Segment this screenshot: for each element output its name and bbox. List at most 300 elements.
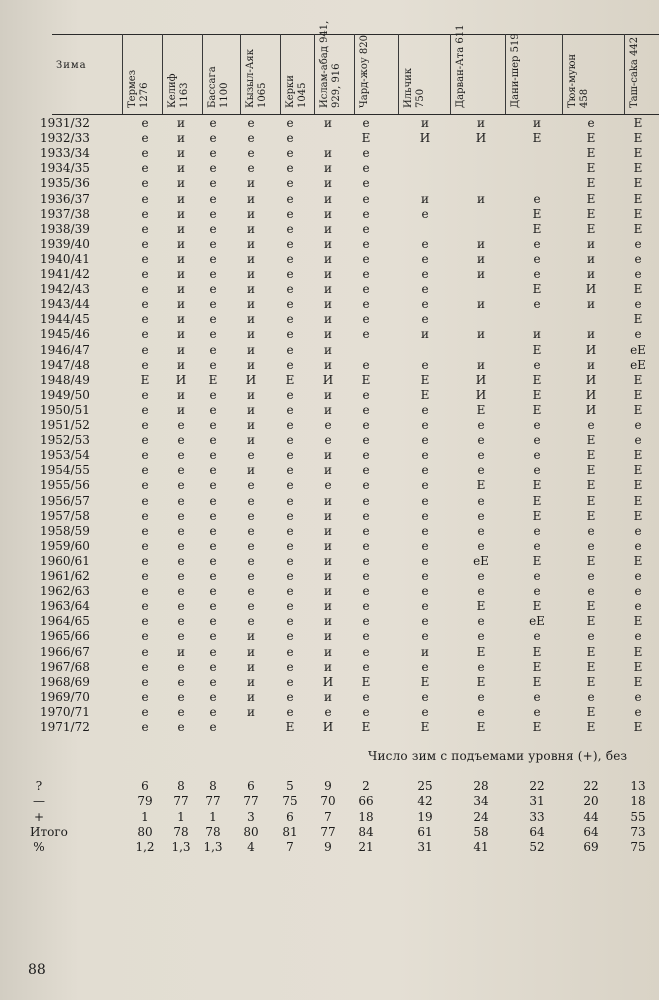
summary-value: 20 [583,794,599,808]
table-cell: е [286,448,294,463]
table-cell: Е [476,644,486,659]
table-cell: е [634,599,642,614]
column-divider [505,34,506,114]
table-cell: е [286,659,294,674]
table-cell: е [141,176,149,191]
table-cell: и [324,191,332,206]
table-cell: е [533,538,541,553]
table-cell: е [286,402,294,417]
winter-label: 1936/37 [40,191,90,206]
table-cell: Е [532,206,542,221]
table-cell: е [533,191,541,206]
table-cell: и [324,161,332,176]
table-cell: и [324,312,332,327]
table-cell: и [324,206,332,221]
table-cell: и [587,327,595,342]
table-cell: е [634,251,642,266]
table-cell: и [587,297,595,312]
table-cell: е [421,538,429,553]
table-cell: и [247,463,255,478]
table-cell: е [209,433,217,448]
table-cell: и [324,221,332,236]
table-cell: Е [532,508,542,523]
table-cell: Е [633,387,643,402]
column-header-value: 750 [415,88,426,108]
table-cell: и [324,282,332,297]
table-cell: е [634,418,642,432]
summary-value: 77 [173,794,189,808]
table-cell: е [209,251,217,266]
summary-value: 80 [243,825,259,839]
column-header [629,22,641,108]
table-cell: е [209,523,217,538]
table-cell: е [141,569,149,583]
table-cell: е [247,448,255,463]
table-cell: И [585,282,597,297]
table-cell: е [209,206,217,221]
table-cell: и [533,327,541,342]
page-number: 88 [28,962,46,978]
table-cell: е [141,493,149,508]
table-cell: е [477,508,485,523]
winter-label: 1950/51 [40,402,90,417]
table-cell: е [141,221,149,236]
table-cell: е [286,538,294,553]
table-cell: и [477,327,485,342]
table-cell: е [209,614,217,629]
winter-label: 1940/41 [40,251,90,266]
table-cell: е [141,282,149,297]
table-cell: Е [420,674,430,689]
table-cell: е [141,448,149,463]
summary-value: 78 [173,825,189,839]
winter-label: 1945/46 [40,327,90,342]
table-cell: е [286,614,294,629]
table-cell: е [247,599,255,614]
table-cell: и [477,236,485,251]
table-cell: е [177,599,185,614]
table-cell: е [209,463,217,478]
summary-value: 1,3 [203,840,223,854]
table-row [0,539,659,554]
table-cell: е [286,282,294,297]
summary-value: 64 [583,825,599,839]
table-cell: и [324,267,332,281]
table-cell: е [533,523,541,538]
column-header-value: 1163 [179,82,190,108]
table-cell: Е [633,674,643,689]
table-cell: и [324,569,332,583]
table-cell: Е [532,659,542,674]
table-cell: Е [476,720,486,734]
table-cell: И [585,387,597,402]
table-cell: Е [586,553,596,568]
table-row [0,509,659,524]
table-cell: Е [420,720,430,734]
table-cell: и [477,191,485,206]
summary-value: 84 [358,825,374,839]
table-cell: е [209,282,217,297]
winter-label: 1961/62 [40,569,90,583]
table-cell: е [209,402,217,417]
winter-label: 1942/43 [40,282,90,297]
summary-value: 31 [417,840,433,854]
summary-value: 1 [177,810,185,824]
table-cell: и [247,689,255,704]
table-cell: е [421,251,429,266]
summary-value: 75 [282,794,298,808]
column-header [127,22,150,108]
table-cell: е [362,644,370,659]
table-cell: и [587,236,595,251]
table-cell: Е [532,387,542,402]
table-cell: е [209,599,217,614]
summary-value: 7 [324,810,332,824]
column-header-name: Керки [285,75,296,108]
table-cell: е [286,131,294,146]
table-row [0,343,659,358]
table-cell: е [209,659,217,674]
winter-label: 1971/72 [40,720,90,734]
table-cell: е [141,418,149,432]
table-cell: и [247,282,255,297]
table-cell: Е [633,402,643,417]
table-row [0,312,659,327]
column-header [245,22,268,108]
table-cell: е [141,312,149,327]
table-cell: е [634,523,642,538]
table-cell: е [362,327,370,342]
table-row [0,524,659,539]
table-cell: е [177,659,185,674]
table-row [0,569,659,584]
table-row [0,176,659,191]
summary-value: 28 [473,779,489,793]
table-cell: е [141,191,149,206]
table-cell: е [209,327,217,342]
table-cell: е [362,312,370,327]
table-cell: Е [532,674,542,689]
table-cell: и [247,418,255,432]
table-cell: е [286,478,294,493]
summary-value: 18 [630,794,646,808]
summary-value: 77 [320,825,336,839]
table-cell: е [209,478,217,493]
table-cell: е [362,704,370,719]
table-row [0,705,659,720]
table-cell: и [247,342,255,357]
table-cell: е [286,433,294,448]
table-cell: Е [586,599,596,614]
table-cell: е [477,704,485,719]
table-cell: Е [586,176,596,191]
summary-value: 73 [630,825,646,839]
table-cell: Е [633,553,643,568]
column-divider [398,34,399,114]
summary-value: 7 [286,840,294,854]
table-cell: и [324,463,332,478]
table-cell: е [421,312,429,327]
table-cell: е [177,553,185,568]
table-cell: и [177,402,185,417]
table-cell: и [177,146,185,161]
winter-label: 1966/67 [40,644,90,659]
summary-value: 52 [529,840,545,854]
table-cell: и [324,387,332,402]
summary-value: 8 [209,779,217,793]
summary-value: 70 [320,794,336,808]
table-cell: е [141,553,149,568]
table-cell: е [177,448,185,463]
table-row [0,252,659,267]
table-cell: е [362,161,370,176]
table-cell: е [141,387,149,402]
table-cell: Е [633,493,643,508]
table-cell: е [177,689,185,704]
table-cell: е [477,448,485,463]
table-cell: е [209,267,217,281]
table-row [0,599,659,614]
table-cell: е [177,614,185,629]
table-cell: Е [633,116,643,130]
table-cell: е [209,704,217,719]
winter-label: 1939/40 [40,236,90,251]
column-header-value: 1100 [219,82,230,108]
table-cell: е [421,418,429,432]
table-cell: е [286,493,294,508]
column-header-value: 929, 916 [331,63,342,108]
table-cell: и [247,433,255,448]
table-row [0,629,659,644]
table-cell: Е [532,478,542,493]
table-cell: е [141,327,149,342]
table-cell: е [362,659,370,674]
column-header [455,22,467,108]
table-cell: Е [285,720,295,734]
winter-label: 1956/57 [40,493,90,508]
table-row [0,690,659,705]
table-cell: и [533,116,541,130]
table-cell: е [362,297,370,312]
table-row [0,267,659,282]
column-divider [624,34,625,114]
summary-value: 77 [205,794,221,808]
table-cell: е [209,674,217,689]
table-cell: е [634,327,642,342]
winter-label: 1953/54 [40,448,90,463]
table-cell: е [421,402,429,417]
table-cell: е [141,478,149,493]
table-cell: И [322,372,334,387]
table-row [0,388,659,403]
table-cell: е [286,629,294,644]
table-cell: е [421,297,429,312]
table-cell: е [286,553,294,568]
table-cell: е [362,282,370,297]
table-cell: Е [532,553,542,568]
summary-value: 6 [247,779,255,793]
table-cell: И [475,131,487,146]
table-cell: е [209,387,217,402]
table-cell: Е [633,221,643,236]
table-cell: е [141,236,149,251]
table-cell: и [247,191,255,206]
table-cell: е [141,629,149,644]
summary-value: 1,2 [135,840,155,854]
table-cell: е [286,236,294,251]
column-header [167,22,190,108]
table-cell: е [421,206,429,221]
table-cell: и [477,267,485,281]
table-cell: е [247,584,255,599]
table-cell: е [177,433,185,448]
winter-label: 1962/63 [40,584,90,599]
table-row [0,403,659,418]
table-cell: е [362,538,370,553]
table-cell: е [421,463,429,478]
table-cell: Е [532,372,542,387]
table-cell: Е [140,372,150,387]
table-cell: е [286,644,294,659]
table-cell: е [209,357,217,372]
column-header [207,22,230,108]
table-cell: Е [633,508,643,523]
table-row [0,327,659,342]
table-cell: е [477,659,485,674]
table-cell: е [141,689,149,704]
table-cell: е [362,357,370,372]
table-cell: е [286,191,294,206]
table-cell: е [209,493,217,508]
table-cell: е [362,629,370,644]
summary-value: 22 [583,779,599,793]
summary-value: 9 [324,840,332,854]
table-cell: е [362,689,370,704]
table-cell: е [141,614,149,629]
table-cell: и [421,191,429,206]
summary-value: 42 [417,794,433,808]
table-cell: Е [633,131,643,146]
table-cell: И [175,372,187,387]
table-cell: е [209,161,217,176]
table-cell: е [177,584,185,599]
table-cell: и [324,614,332,629]
table-cell: е [209,191,217,206]
table-cell: е [141,116,149,130]
table-cell: Е [476,478,486,493]
table-cell: е [247,493,255,508]
table-cell: е [477,689,485,704]
table-cell: е [141,704,149,719]
table-cell: Е [361,372,371,387]
table-cell: е [362,191,370,206]
table-cell: е [286,674,294,689]
table-cell: е [209,689,217,704]
table-cell: И [322,720,334,734]
summary-value: 6 [141,779,149,793]
table-cell: е [362,387,370,402]
table-cell: е [634,689,642,704]
column-header [403,22,426,108]
table-cell: е [362,221,370,236]
table-cell: е [634,297,642,312]
table-cell: и [324,659,332,674]
table-cell: и [324,116,332,130]
winter-label: 1951/52 [40,418,90,432]
table-cell: е [587,116,595,130]
winter-label: 1938/39 [40,221,90,236]
table-cell: е [286,569,294,583]
table-cell: е [421,553,429,568]
table-cell: и [177,297,185,312]
table-row [0,116,659,131]
table-cell: е [324,433,332,448]
column-header-name: Дарван-Ата 611 [455,24,466,108]
table-cell: е [286,312,294,327]
table-cell: е [362,251,370,266]
table-cell: е [634,538,642,553]
table-cell: Е [633,282,643,297]
table-cell: Е [586,131,596,146]
table-cell: и [247,644,255,659]
table-cell: е [141,206,149,221]
table-cell: е [533,236,541,251]
table-cell: е [421,584,429,599]
table-cell: е [533,418,541,432]
table-cell: е [141,146,149,161]
table-cell: е [477,614,485,629]
column-header-name: Келиф [167,73,178,108]
table-cell: е [362,463,370,478]
winter-label: 1960/61 [40,553,90,568]
table-cell: е [209,116,217,130]
table-cell: е [477,463,485,478]
column-divider [314,34,315,114]
table-cell: е [587,689,595,704]
table-cell: Е [532,221,542,236]
table-cell: е [362,614,370,629]
winter-label: 1934/35 [40,161,90,176]
table-cell: е [286,176,294,191]
table-cell: е [177,704,185,719]
table-cell: е [209,236,217,251]
table-cell: е [477,433,485,448]
table-cell: Е [633,644,643,659]
table-cell: Е [361,720,371,734]
table-cell: Е [532,644,542,659]
table-cell: И [322,674,334,689]
table-cell: Е [633,448,643,463]
table-cell: е [177,569,185,583]
table-cell: Е [633,463,643,478]
table-row [0,554,659,569]
summary-value: 44 [583,810,599,824]
summary-value: 18 [358,810,374,824]
table-cell: е [286,704,294,719]
table-cell: е [362,236,370,251]
table-cell: е [177,463,185,478]
table-cell: и [324,327,332,342]
table-row [0,418,659,433]
table-cell: е [177,538,185,553]
table-cell: е [324,704,332,719]
table-cell: Е [586,146,596,161]
table-cell: е [141,402,149,417]
table-cell: Е [586,221,596,236]
table-cell: и [324,251,332,266]
column-header-value: 1065 [257,82,268,108]
table-row [0,433,659,448]
